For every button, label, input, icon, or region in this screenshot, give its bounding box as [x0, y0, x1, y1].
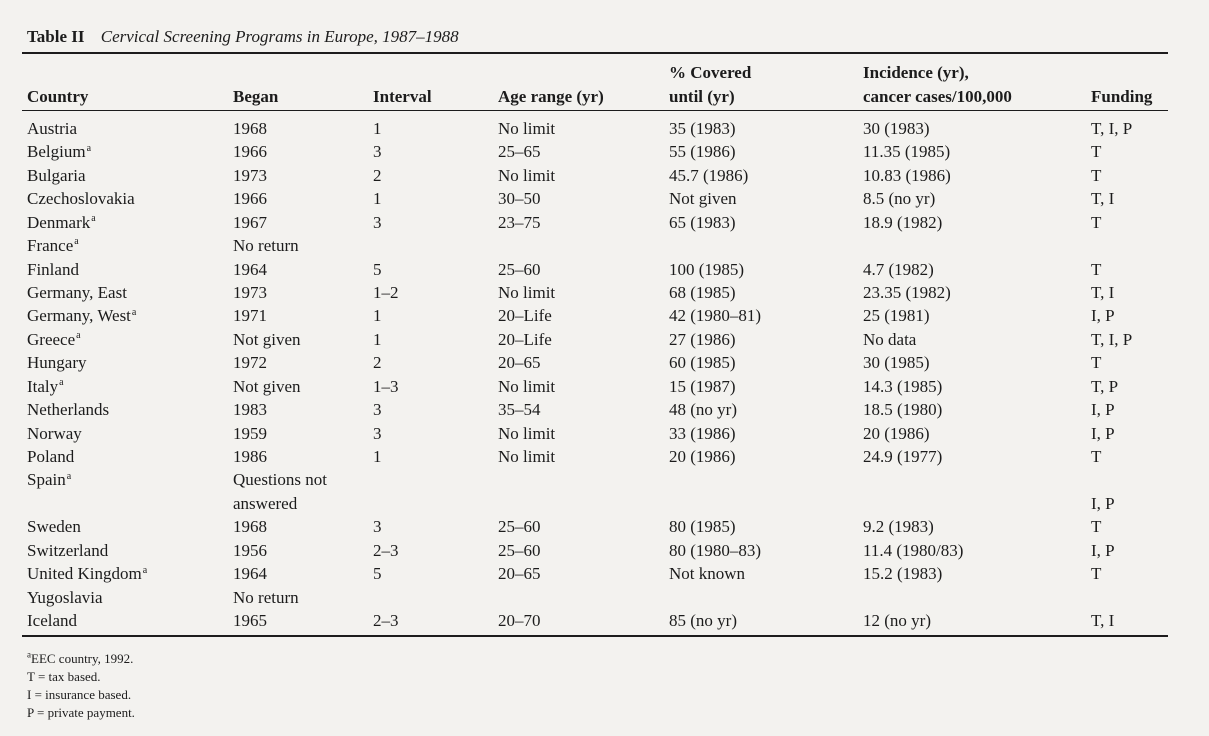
- cell-country: Belgium$^a$: [27, 142, 92, 162]
- cell-age-range: 25–60: [498, 517, 541, 537]
- cell-began: 1973: [233, 283, 267, 302]
- cell-age-range: No limit: [498, 376, 556, 396]
- cell-funding: T, P: [1091, 376, 1119, 396]
- cell-interval: 5: [373, 259, 382, 279]
- footnote-text: P = private payment.: [27, 705, 135, 720]
- footnote: [27, 669, 101, 685]
- cell-country: Finland: [27, 259, 79, 279]
- cell-interval: 1: [373, 447, 382, 467]
- cell-incidence: 8.5 (no yr): [863, 189, 936, 209]
- cell-country: United Kingdom$^a$: [27, 564, 148, 584]
- cell-country: Switzerland: [27, 540, 109, 560]
- cell-country: Greece$^a$: [27, 329, 81, 349]
- cell-covered: 80 (1985): [669, 517, 736, 537]
- table-label: Table II: [27, 27, 85, 46]
- cell-incidence: 15.2 (1983): [863, 564, 943, 584]
- cell-country: [27, 492, 28, 515]
- cell-covered: 15 (1987): [669, 376, 736, 396]
- bottom-rule: [22, 635, 1168, 637]
- cell-interval: 1: [373, 329, 382, 349]
- cell-interval: 3: [373, 517, 382, 537]
- cell-age-range: No limit: [498, 119, 556, 138]
- cell-covered: 68 (1985): [669, 283, 736, 302]
- cell-country: Spain$^a$: [27, 470, 72, 490]
- cell-began: 1967: [233, 212, 267, 232]
- cell-covered: Not given: [669, 189, 737, 209]
- cell-began: 1986: [233, 447, 267, 467]
- cell-began: No return: [233, 587, 299, 607]
- cell-funding: T, I: [1091, 611, 1115, 631]
- cell-interval: 2: [373, 353, 382, 373]
- cell-country: Germany, East: [27, 283, 127, 302]
- cell-funding: T, I, P: [1091, 329, 1133, 349]
- header-began: Began: [233, 87, 279, 106]
- cell-began: 1964: [233, 259, 267, 279]
- cell-incidence: 4.7 (1982): [863, 259, 934, 279]
- cell-funding: T, I: [1091, 283, 1115, 302]
- cell-began: 1972: [233, 353, 267, 373]
- cell-age-range: 25–60: [498, 259, 541, 279]
- cell-covered: Not known: [669, 564, 746, 584]
- header-incidence-line1: Incidence (yr),: [863, 63, 969, 82]
- cell-country: Norway: [27, 423, 82, 443]
- cell-began: Not given: [233, 329, 301, 349]
- cell-age-range: No limit: [498, 423, 556, 443]
- footnote-text: T = tax based.: [27, 669, 101, 684]
- cell-incidence: No data: [863, 329, 917, 349]
- top-rule: [22, 52, 1168, 54]
- cell-incidence: 30 (1985): [863, 353, 930, 373]
- cell-interval: 3: [373, 212, 382, 232]
- cell-interval: 1: [373, 119, 382, 138]
- cell-funding: I, P: [1091, 400, 1115, 420]
- cell-funding: T: [1091, 142, 1102, 162]
- cell-began: No return: [233, 236, 299, 256]
- cell-began: 1971: [233, 306, 267, 326]
- cell-covered: 80 (1980–83): [669, 540, 762, 560]
- cell-began: 1965: [233, 611, 267, 631]
- cell-covered: 45.7 (1986): [669, 165, 749, 185]
- cell-age-range: 23–75: [498, 212, 541, 232]
- cell-incidence: 14.3 (1985): [863, 376, 943, 396]
- cell-age-range: No limit: [498, 283, 556, 302]
- cell-country: Netherlands: [27, 400, 110, 420]
- cell-began: answered: [233, 493, 298, 513]
- cell-funding: T: [1091, 447, 1102, 467]
- cell-incidence: 24.9 (1977): [863, 447, 943, 467]
- cell-interval: 2–3: [373, 611, 399, 631]
- cell-country: Sweden: [27, 517, 81, 537]
- cell-covered: 100 (1985): [669, 259, 745, 279]
- cell-began: 1964: [233, 564, 267, 584]
- cell-age-range: 35–54: [498, 400, 541, 420]
- footnote-text: EEC country, 1992.: [31, 651, 134, 666]
- cell-interval: 1: [373, 189, 382, 209]
- cell-incidence: 30 (1983): [863, 119, 930, 138]
- cell-age-range: No limit: [498, 447, 556, 467]
- cell-funding: I, P: [1091, 493, 1115, 513]
- cell-country: Hungary: [27, 353, 87, 373]
- cell-funding: T, I, P: [1091, 119, 1133, 138]
- cell-funding: I, P: [1091, 540, 1115, 560]
- cell-funding: I, P: [1091, 423, 1115, 443]
- cell-country: Austria: [27, 119, 78, 138]
- cell-country: Poland: [27, 447, 75, 467]
- cell-began: 1973: [233, 165, 267, 185]
- cell-age-range: 20–Life: [498, 329, 552, 349]
- footnote-text: I = insurance based.: [27, 687, 132, 702]
- cell-country: Denmark$^a$: [27, 212, 96, 232]
- cell-interval: 2: [373, 165, 382, 185]
- header-rule: [22, 110, 1168, 111]
- cell-incidence: 25 (1981): [863, 306, 930, 326]
- cell-interval: 1–2: [373, 283, 399, 302]
- cell-country: France$^a$: [27, 236, 79, 256]
- cell-country: Germany, West$^a$: [27, 306, 137, 326]
- cell-incidence: 20 (1986): [863, 423, 930, 443]
- header-interval: Interval: [373, 87, 432, 106]
- cell-funding: T: [1091, 259, 1102, 279]
- footnote-marker: a: [76, 330, 81, 342]
- footnote-marker: a: [59, 377, 64, 389]
- cell-began: 1968: [233, 119, 267, 138]
- header-covered-line2: until (yr): [669, 87, 735, 106]
- cell-covered: 85 (no yr): [669, 611, 737, 631]
- cell-interval: 3: [373, 423, 382, 443]
- cell-began: Not given: [233, 376, 301, 396]
- cell-covered: 55 (1986): [669, 142, 736, 162]
- cell-covered: 35 (1983): [669, 119, 736, 138]
- cell-covered: 27 (1986): [669, 329, 736, 349]
- cell-began: 1983: [233, 400, 267, 420]
- cell-country: Bulgaria: [27, 165, 86, 185]
- cell-funding: T: [1091, 212, 1102, 232]
- cell-age-range: 25–60: [498, 540, 541, 560]
- table-title: Cervical Screening Programs in Europe, 1987–1988: [100, 27, 459, 46]
- header-country: Country: [27, 87, 89, 106]
- cell-age-range: 30–50: [498, 189, 541, 209]
- cell-incidence: 23.35 (1982): [863, 283, 951, 302]
- cell-funding: I, P: [1091, 306, 1115, 326]
- table-caption: [27, 27, 459, 47]
- cell-interval: 1–3: [373, 376, 399, 396]
- cell-began: 1959: [233, 423, 267, 443]
- footnote-marker: a: [91, 213, 96, 225]
- cell-funding: T: [1091, 353, 1102, 373]
- cell-began: 1968: [233, 517, 267, 537]
- footnote-marker: a: [86, 142, 92, 154]
- cell-incidence: 10.83 (1986): [863, 165, 951, 185]
- header-funding: Funding: [1091, 87, 1153, 106]
- cell-began: 1956: [233, 540, 267, 560]
- footnote: [27, 651, 133, 667]
- cell-age-range: 20–Life: [498, 306, 552, 326]
- cell-age-range: 20–70: [498, 611, 541, 631]
- cell-interval: 2–3: [373, 540, 399, 560]
- cell-incidence: 18.5 (1980): [863, 400, 943, 420]
- cell-began: Questions not: [233, 470, 327, 490]
- cell-interval: 5: [373, 564, 382, 584]
- footnote: [27, 687, 131, 703]
- cell-covered: 65 (1983): [669, 212, 736, 232]
- footnote-marker: a: [131, 306, 137, 318]
- cell-incidence: 11.4 (1980/83): [863, 540, 964, 560]
- footnote-marker: a: [74, 236, 79, 248]
- cell-country: Czechoslovakia: [27, 189, 135, 209]
- cell-incidence: 18.9 (1982): [863, 212, 943, 232]
- cell-incidence: 9.2 (1983): [863, 517, 934, 537]
- cell-age-range: 20–65: [498, 564, 541, 584]
- header-covered-line1: % Covered: [669, 63, 752, 82]
- cell-covered: 33 (1986): [669, 423, 736, 443]
- header-incidence-line2: cancer cases/100,000: [863, 87, 1012, 106]
- cell-age-range: No limit: [498, 165, 556, 185]
- cell-began: 1966: [233, 142, 267, 162]
- cell-interval: 3: [373, 400, 382, 420]
- cell-began: 1966: [233, 189, 267, 209]
- cell-funding: T: [1091, 165, 1102, 185]
- cell-incidence: 11.35 (1985): [863, 142, 951, 162]
- footnote-marker: a: [142, 564, 148, 576]
- cell-country: Italy$^a$: [27, 376, 64, 396]
- cell-covered: 42 (1980–81): [669, 306, 762, 326]
- cell-covered: 60 (1985): [669, 353, 736, 373]
- cell-age-range: 25–65: [498, 142, 541, 162]
- footnote-marker: a: [66, 470, 72, 482]
- cell-incidence: 12 (no yr): [863, 611, 931, 631]
- footnote: [27, 705, 135, 721]
- cell-covered: 20 (1986): [669, 447, 736, 467]
- cell-covered: 48 (no yr): [669, 400, 737, 420]
- footnote-sup: a: [27, 649, 31, 660]
- cell-funding: T: [1091, 517, 1102, 537]
- cell-interval: 1: [373, 306, 382, 326]
- cell-country: Yugoslavia: [27, 587, 103, 607]
- cell-interval: 3: [373, 142, 382, 162]
- cell-funding: T, I: [1091, 189, 1115, 209]
- header-age-range: Age range (yr): [498, 87, 604, 106]
- cell-country: Iceland: [27, 611, 78, 631]
- cell-age-range: 20–65: [498, 353, 541, 373]
- cell-funding: T: [1091, 564, 1102, 584]
